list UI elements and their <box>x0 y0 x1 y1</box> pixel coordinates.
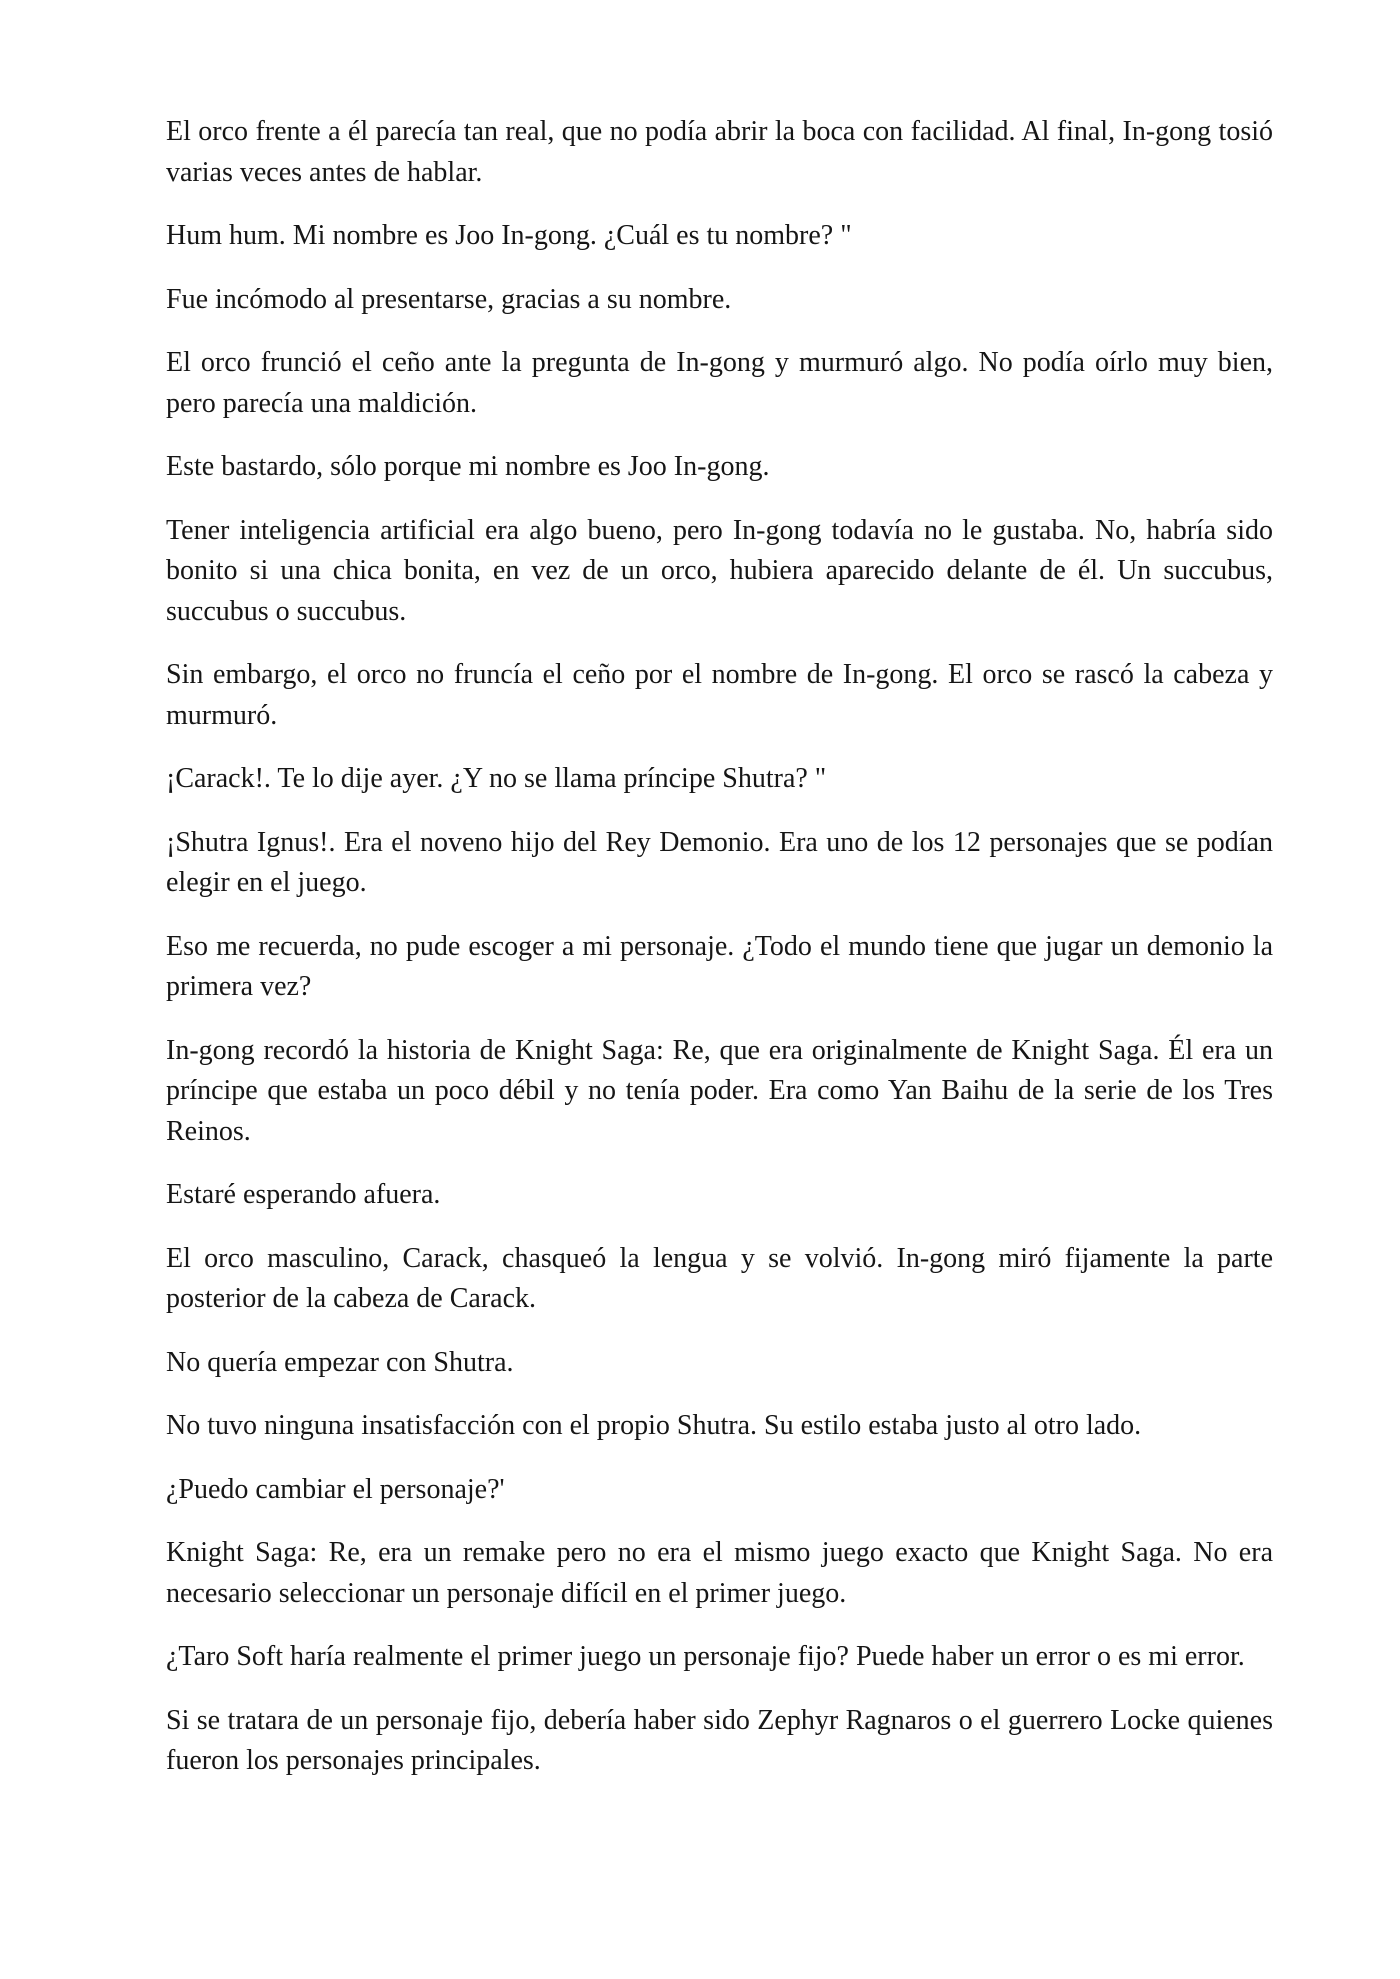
paragraph: El orco frunció el ceño ante la pregunta de In-gong y murmuró algo. No podía oírlo muy bien, pero parecía una maldición. <box>166 347 1273 419</box>
paragraph: In-gong recordó la historia de Knight Saga: Re, que era originalmente de Knight Saga. Él era un príncipe que estaba un poco débil y no tenía poder. Era como Yan Baihu de la serie de los Tres Reinos. <box>166 1034 1273 1147</box>
paragraph: Eso me recuerda, no pude escoger a mi personaje. ¿Todo el mundo tiene que jugar un demonio la primera vez? <box>166 930 1273 1002</box>
paragraph: Estaré esperando afuera. <box>166 1179 441 1210</box>
paragraph: Tener inteligencia artificial era algo bueno, pero In-gong todavía no le gustaba. No, habría sido bonito si una chica bonita, en vez de un orco, hubiera aparecido delante de él. Un succubus, succubus o succubus. <box>166 514 1273 627</box>
paragraph: Knight Saga: Re, era un remake pero no era el mismo juego exacto que Knight Saga. No era necesario seleccionar un personaje difícil en el primer juego. <box>166 1537 1273 1609</box>
paragraph: ¿Puedo cambiar el personaje?' <box>166 1473 505 1505</box>
paragraph: No quería empezar con Shutra. <box>166 1346 514 1378</box>
paragraph: Sin embargo, el orco no fruncía el ceño por el nombre de In-gong. El orco se rascó la cabeza y murmuró. <box>166 659 1273 731</box>
paragraph: Hum hum. Mi nombre es Joo In-gong. ¿Cuál es tu nombre? " <box>166 220 852 251</box>
paragraph: No tuvo ninguna insatisfacción con el propio Shutra. Su estilo estaba justo al otro lado. <box>166 1410 1142 1441</box>
paragraph: El orco masculino, Carack, chasqueó la lengua y se volvió. In-gong miró fijamente la parte posterior de la cabeza de Carack. <box>166 1242 1273 1314</box>
paragraph: Este bastardo, sólo porque mi nombre es Joo In-gong. <box>166 451 770 482</box>
paragraph: ¿Taro Soft haría realmente el primer juego un personaje fijo? Puede haber un error o es mi error. <box>166 1641 1245 1672</box>
paragraph: Fue incómodo al presentarse, gracias a su nombre. <box>166 283 732 315</box>
document-body <box>166 112 1273 1782</box>
paragraph: ¡Shutra Ignus!. Era el noveno hijo del Rey Demonio. Era uno de los 12 personajes que se podían elegir en el juego. <box>166 826 1273 898</box>
paragraph: Si se tratara de un personaje fijo, debería haber sido Zephyr Ragnaros o el guerrero Locke quienes fueron los personajes principales. <box>166 1704 1273 1776</box>
paragraph: ¡Carack!. Te lo dije ayer. ¿Y no se llama príncipe Shutra? " <box>166 763 827 794</box>
paragraph: El orco frente a él parecía tan real, que no podía abrir la boca con facilidad. Al final, In-gong tosió varias veces antes de hablar. <box>166 116 1273 188</box>
